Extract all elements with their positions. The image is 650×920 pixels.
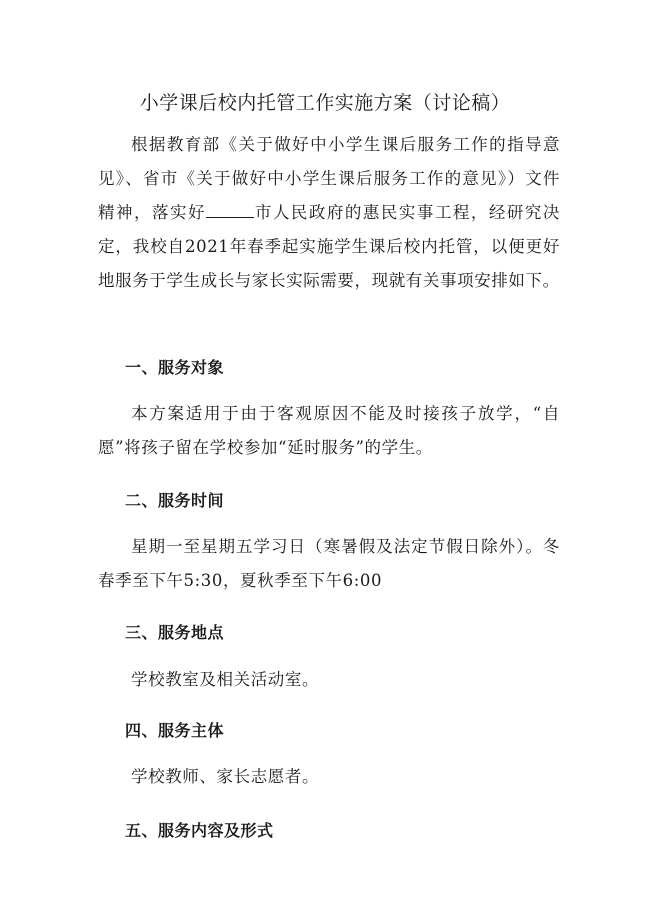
intro-text-part2: 市人民政府的惠民实事工程，经研究决定，我校自2021年春季起实施学生课后校内托管，以便更好地服务于学生成长与家长实际需要，现就有关事项安排如下。 [98,203,560,290]
section-text-service-time: 星期一至星期五学习日（寒暑假及法定节假日除外）。冬春季至下午5:30，夏秋季至下午6:00 [98,537,560,590]
intro-text-part1: 根据教育部《关于做好中小学生课后服务工作的指导意见》、省市《关于做好中小学生课后服务工作的意见》）文件精神，落实好 [98,135,560,222]
section-heading-service-target: 一、服务对象 [125,358,225,377]
section-text-service-target: 本方案适用于由于客观原因不能及时接孩子放学，“自愿”将孩子留在学校参加“延时服务”的学生。 [98,404,560,457]
section-heading-service-time: 二、服务时间 [125,491,225,510]
section-heading-service-content: 五、服务内容及形式 [125,821,274,840]
document-title: 小学课后校内托管工作实施方案（讨论稿） [139,92,511,114]
section-text-service-provider: 学校教师、家长志愿者。 [131,767,320,786]
section-heading-service-provider: 四、服务主体 [125,721,225,740]
intro-paragraph [98,128,560,298]
blank-fill-line [206,203,254,218]
section-heading-service-location: 三、服务地点 [125,623,225,642]
section-text-service-location: 学校教室及相关活动室。 [131,670,320,689]
